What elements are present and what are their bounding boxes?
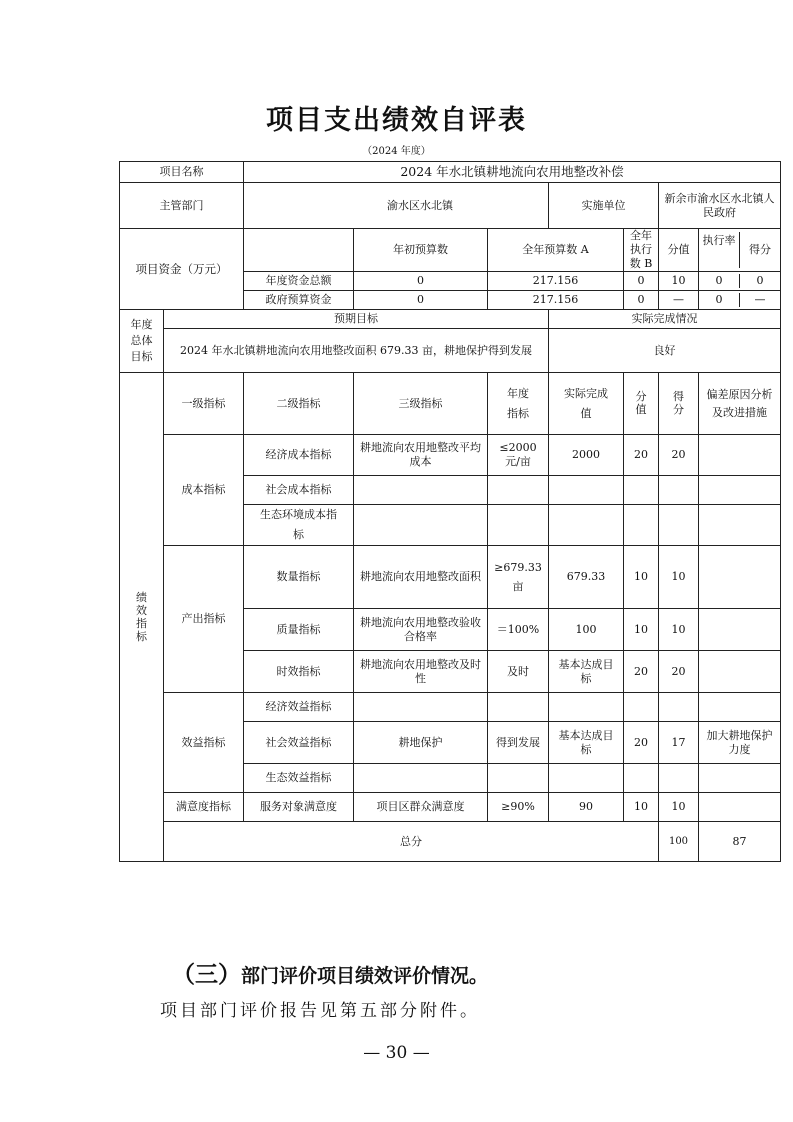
actual-value: 100 — [549, 609, 624, 651]
level1-cost: 成本指标 — [164, 435, 244, 546]
annual-target: ≥679.33亩 — [488, 546, 549, 609]
level1-satisfaction: 满意度指标 — [164, 793, 244, 822]
score-value: 20 — [624, 435, 659, 476]
perf-label: 绩效指标 — [120, 373, 164, 862]
level2: 服务对象满意度 — [244, 793, 354, 822]
page-number: — 30 — — [363, 1043, 430, 1063]
perf-header-actual: 实际完成值 — [549, 373, 624, 435]
score-value: 10 — [624, 546, 659, 609]
fund-exec-rate: 0 — [699, 274, 740, 288]
annual-target: ＝100% — [488, 609, 549, 651]
perf-header-level1: 一级指标 — [164, 373, 244, 435]
score-value: 10 — [624, 793, 659, 822]
table-row — [120, 546, 781, 609]
level3: 项目区群众满意度 — [354, 793, 488, 822]
fund-header-initial: 年初预算数 — [354, 229, 488, 272]
fund-initial: 0 — [354, 291, 488, 310]
total-value: 100 — [659, 822, 699, 862]
level2: 社会效益指标 — [244, 722, 354, 764]
fund-executed: 0 — [624, 291, 659, 310]
deviation — [699, 793, 781, 822]
perf-header-target: 年度指标 — [488, 373, 549, 435]
department-label: 主管部门 — [120, 183, 244, 229]
level3: 耕地流向农用地整改面积 — [354, 546, 488, 609]
project-name-value: 2024 年水北镇耕地流向农用地整改补偿 — [244, 162, 781, 183]
level1-output: 产出指标 — [164, 546, 244, 693]
section-prefix: （三） — [172, 962, 241, 988]
level2: 时效指标 — [244, 651, 354, 693]
fund-row-label: 年度资金总额 — [244, 272, 354, 291]
deviation: 加大耕地保护力度 — [699, 722, 781, 764]
table-row — [120, 793, 781, 822]
actual-value: 679.33 — [549, 546, 624, 609]
total-score: 87 — [699, 822, 781, 862]
department-row — [120, 183, 781, 229]
perf-header-score-value: 分值 — [624, 373, 659, 435]
annual-target: 及时 — [488, 651, 549, 693]
level2: 生态环境成本指标 — [244, 505, 354, 546]
level3: 耕地流向农用地整改平均成本 — [354, 435, 488, 476]
department-value: 渝水区水北镇 — [244, 183, 549, 229]
goal-actual: 良好 — [549, 329, 781, 373]
fund-header-annual: 全年预算数 A — [488, 229, 624, 272]
goal-content-row — [120, 329, 781, 373]
score: 20 — [659, 651, 699, 693]
fund-score: — — [754, 293, 766, 306]
section-heading — [172, 956, 488, 989]
level2: 质量指标 — [244, 609, 354, 651]
score-value: 20 — [624, 722, 659, 764]
fund-rate-score — [699, 272, 781, 291]
fund-header-score-value: 分值 — [659, 229, 699, 272]
actual-value: 2000 — [549, 435, 624, 476]
perf-header-level3: 三级指标 — [354, 373, 488, 435]
annual-target: 得到发展 — [488, 722, 549, 764]
fund-score-value: — — [659, 291, 699, 310]
fund-header-exec-rate — [699, 229, 781, 272]
deviation — [699, 546, 781, 609]
section-title: 部门评价项目绩效评价情况。 — [241, 965, 489, 987]
fund-header-executed: 全年执行数 B — [624, 229, 659, 272]
table-row — [120, 435, 781, 476]
level2: 经济成本指标 — [244, 435, 354, 476]
fund-executed: 0 — [624, 272, 659, 291]
total-label: 总分 — [164, 822, 659, 862]
annual-target: ≤2000元/亩 — [488, 435, 549, 476]
goal-header-row — [120, 310, 781, 329]
table-row — [120, 693, 781, 722]
score-value: 10 — [624, 609, 659, 651]
fund-score-value: 10 — [659, 272, 699, 291]
level3: 耕地流向农用地整改及时性 — [354, 651, 488, 693]
score: 20 — [659, 435, 699, 476]
fund-annual: 217.156 — [488, 272, 624, 291]
goal-actual-header: 实际完成情况 — [549, 310, 781, 329]
perf-header-score: 得分 — [659, 373, 699, 435]
score-value: 20 — [624, 651, 659, 693]
deviation — [699, 609, 781, 651]
deviation — [699, 435, 781, 476]
goal-expected-header: 预期目标 — [164, 310, 549, 329]
fund-header-spacer — [244, 229, 354, 272]
actual-value: 基本达成目标 — [549, 651, 624, 693]
level2: 生态效益指标 — [244, 764, 354, 793]
page-subtitle: （2024 年度） — [362, 146, 431, 157]
level2: 社会成本指标 — [244, 476, 354, 505]
level2: 经济效益指标 — [244, 693, 354, 722]
exec-rate-label: 执行率 — [699, 232, 740, 268]
project-name-label: 项目名称 — [120, 162, 244, 183]
level2: 数量指标 — [244, 546, 354, 609]
score: 10 — [659, 609, 699, 651]
fund-score: 0 — [756, 274, 764, 287]
fund-annual: 217.156 — [488, 291, 624, 310]
level3: 耕地流向农用地整改验收合格率 — [354, 609, 488, 651]
performance-table — [119, 161, 781, 862]
implementing-unit-value: 新余市渝水区水北镇人民政府 — [659, 183, 781, 229]
fund-rate-score — [699, 291, 781, 310]
perf-header-deviation: 偏差原因分析及改进措施 — [699, 373, 781, 435]
project-name-row — [120, 162, 781, 183]
fund-row-label: 政府预算资金 — [244, 291, 354, 310]
perf-header-row — [120, 373, 781, 435]
score: 10 — [659, 793, 699, 822]
goal-label: 年度总体目标 — [120, 310, 164, 373]
implementing-unit-label: 实施单位 — [549, 183, 659, 229]
fund-exec-rate: 0 — [699, 293, 740, 307]
level1-benefit: 效益指标 — [164, 693, 244, 793]
score: 17 — [659, 722, 699, 764]
level3: 耕地保护 — [354, 722, 488, 764]
perf-header-level2: 二级指标 — [244, 373, 354, 435]
total-row — [120, 822, 781, 862]
fund-initial: 0 — [354, 272, 488, 291]
annual-target: ≥90% — [488, 793, 549, 822]
page-title: 项目支出绩效自评表 — [266, 105, 527, 136]
fund-header-row — [120, 229, 781, 272]
deviation — [699, 651, 781, 693]
paragraph: 项目部门评价报告见第五部分附件。 — [160, 1001, 480, 1021]
actual-value: 基本达成目标 — [549, 722, 624, 764]
goal-expected: 2024 年水北镇耕地流向农用地整改面积 679.33 亩，耕地保护得到发展 — [164, 329, 549, 373]
score: 10 — [659, 546, 699, 609]
fund-label: 项目资金（万元） — [120, 229, 244, 310]
score-label: 得分 — [749, 243, 772, 256]
actual-value: 90 — [549, 793, 624, 822]
